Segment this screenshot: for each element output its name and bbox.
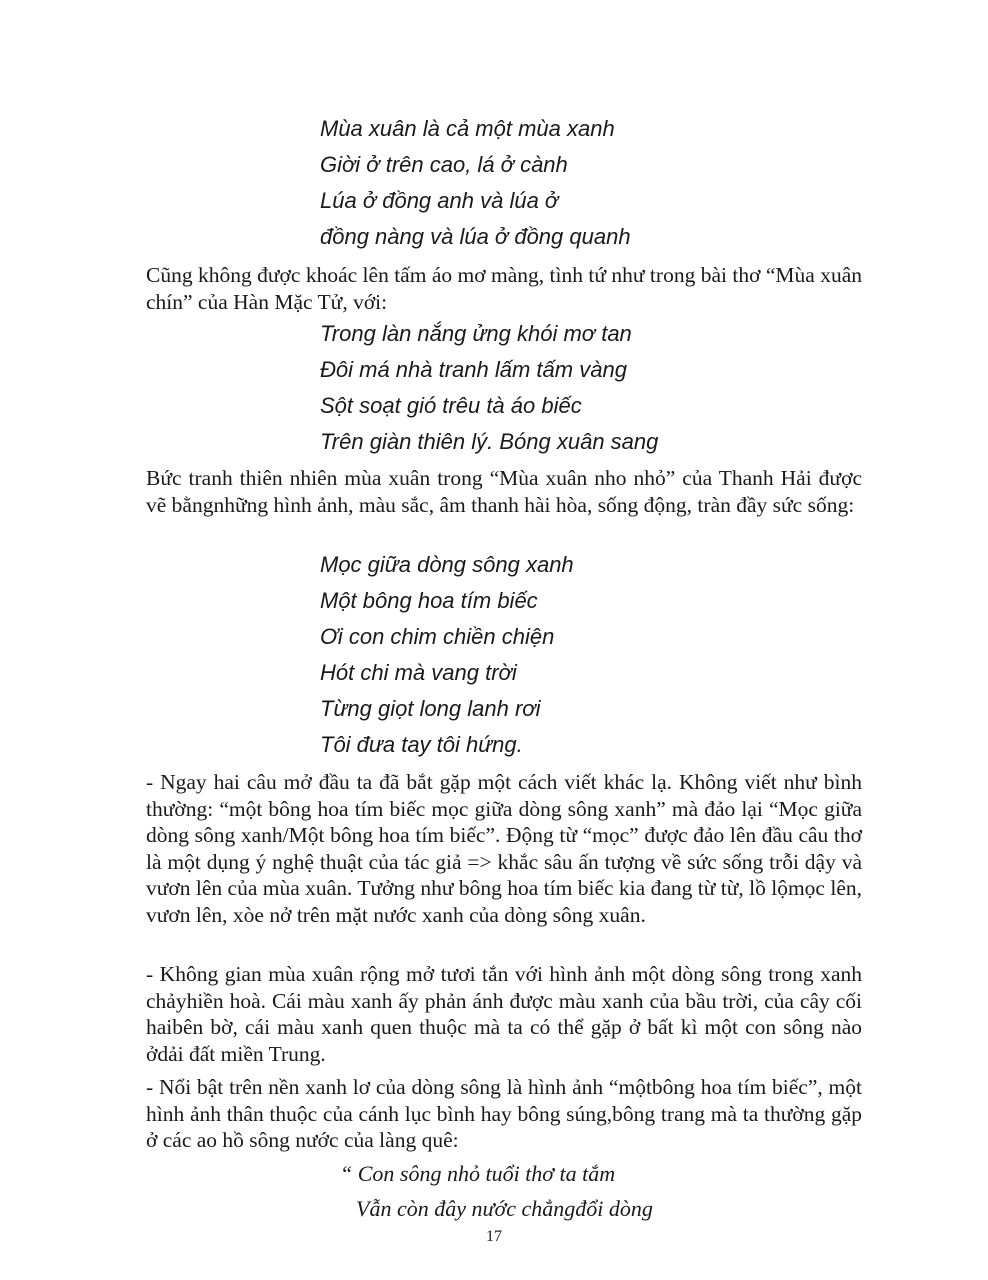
verse-line: Lúa ở đồng anh và lúa ở bbox=[320, 188, 559, 213]
verse-line: Sột soạt gió trêu tà áo biếc bbox=[320, 393, 582, 418]
verse-line: Giời ở trên cao, lá ở cành bbox=[320, 152, 568, 177]
verse-line: đồng nàng và lúa ở đồng quanh bbox=[320, 224, 631, 249]
verse-line: Ơi con chim chiền chiện bbox=[320, 624, 555, 649]
verse-line: Từng giọt long lanh rơi bbox=[320, 696, 541, 721]
verse-line: Đôi má nhà tranh lấm tấm vàng bbox=[320, 357, 627, 382]
verse-line: “ Con sông nhỏ tuổi thơ ta tắm bbox=[340, 1161, 616, 1186]
verse-line: Trong làn nắng ửng khói mơ tan bbox=[320, 321, 632, 346]
page-number: 17 bbox=[486, 1228, 502, 1245]
verse-line: Vẫn còn đây nước chẳngđổi dòng bbox=[356, 1196, 653, 1221]
verse-line: Tôi đưa tay tôi hứng. bbox=[320, 732, 523, 757]
body-paragraph: Bức tranh thiên nhiên mùa xuân trong “Mùa xuân nho nhỏ” của Thanh Hải được vẽ bằngnhững hình ảnh, màu sắc, âm thanh hài hòa, sống động, tràn đầy sức sống: bbox=[146, 466, 862, 517]
verse-line: Mọc giữa dòng sông xanh bbox=[320, 552, 574, 577]
body-paragraph: - Ngay hai câu mở đầu ta đã bắt gặp một cách viết khác lạ. Không viết như bình thường: “một bông hoa tím biếc mọc giữa dòng sông xanh” mà đảo lại “Mọc giữa dòng sông xanh/Một bông hoa tím biếc”. Động từ “mọc” được đảo lên đầu câu thơ là một dụng ý nghệ thuật của tác giả => khắc sâu ấn tượng về sức sống trỗi dậy và vươn lên của mùa xuân. Tưởng như bông hoa tím biếc kia đang từ từ, lồ lộmọc lên, vươn lên, xòe nở trên mặt nước xanh của dòng sông xuân. bbox=[146, 770, 862, 927]
verse-line: Một bông hoa tím biếc bbox=[320, 588, 538, 613]
body-paragraph: - Không gian mùa xuân rộng mở tươi tắn với hình ảnh một dòng sông trong xanh chảyhiền hoà. Cái màu xanh ấy phản ánh được màu xanh của bầu trời, của cây cối haibên bờ, cái màu xanh quen thuộc mà ta có thể gặp ở bất kì một con sông nào ởdải đất miền Trung. bbox=[146, 962, 862, 1066]
verse-line: Hót chi mà vang trời bbox=[320, 660, 517, 685]
body-paragraph: Cũng không được khoác lên tấm áo mơ màng, tình tứ như trong bài thơ “Mùa xuân chín” của Hàn Mặc Tử, với: bbox=[146, 263, 862, 314]
verse-line: Trên giàn thiên lý. Bóng xuân sang bbox=[320, 429, 659, 454]
body-paragraph: - Nổi bật trên nền xanh lơ của dòng sông là hình ảnh “mộtbông hoa tím biếc”, một hình ảnh thân thuộc của cánh lục bình hay bông súng,bông trang mà ta thường gặp ở các ao hồ sông nước của làng quê: bbox=[146, 1075, 862, 1152]
verse-line: Mùa xuân là cả một mùa xanh bbox=[320, 116, 615, 141]
